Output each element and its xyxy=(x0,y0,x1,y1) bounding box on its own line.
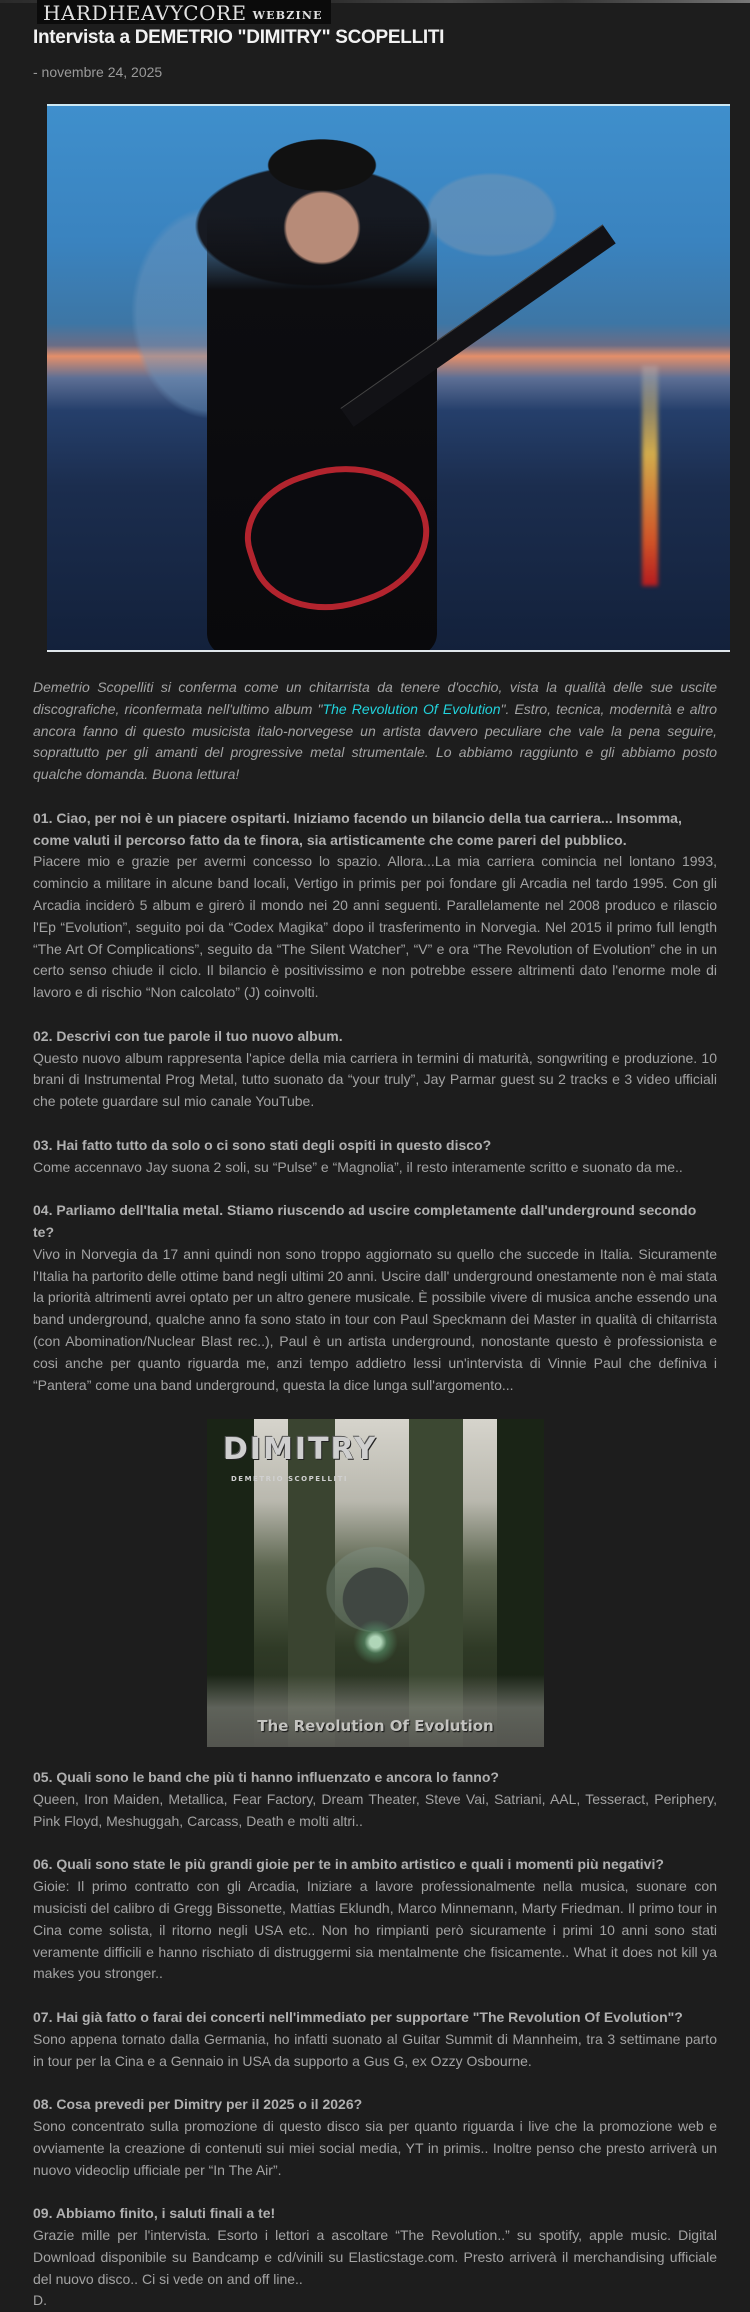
intro-paragraph xyxy=(33,677,717,786)
album-band-logo: DIMITRY xyxy=(223,1432,378,1468)
answer: Grazie mille per l'intervista. Esorto i lettori a ascoltare “The Revolution..” su spotify, apple music. Digital Download disponibile su Bandcamp e cd/vinili su Elasticstage.com. Presto arriverà il merchandising ufficiale del nuovo disco.. Ci si vede on and off line.. xyxy=(33,2227,717,2287)
question: 01. Ciao, per noi è un piacere ospitarti. Iniziamo facendo un bilancio della tua carriera... Insomma, come valuti il percorso fatto da te finora, sia artisticamente che come pareri del pubblico. xyxy=(33,809,682,848)
qa-item-07 xyxy=(33,2007,717,2072)
site-logo-sub: WEBZINE xyxy=(252,9,323,22)
question: 06. Quali sono state le più grandi gioie per te in ambito artistico e quali i momenti più negativi? xyxy=(33,1856,664,1873)
qa-item-08 xyxy=(33,2094,717,2181)
qa-item-05 xyxy=(33,1767,717,1832)
album-cover-title: The Revolution Of Evolution xyxy=(257,1717,494,1736)
answer: Questo nuovo album rappresenta l'apice della mia carriera in termini di maturità, songwriting e produzione. 10 brani di Instrumental Prog Metal, tutto suonato da “your truly”, Jay Parmar guest su 2 tracks e 3 video ufficiali che potete guardare sul mio canale YouTube. xyxy=(33,1049,717,1110)
photo-light-flare xyxy=(642,366,658,586)
question: 04. Parliamo dell'Italia metal. Stiamo riuscendo ad uscire completamente dall'underground secondo te? xyxy=(33,1202,697,1240)
qa-item-06 xyxy=(33,1854,717,1985)
artist-photo xyxy=(47,104,730,652)
album-band-subtitle: DEMETRIO SCOPELLITI xyxy=(231,1475,348,1484)
question: 03. Hai fatto tutto da solo o ci sono stati degli ospiti in questo disco? xyxy=(33,1136,492,1153)
album-cover-container xyxy=(33,1417,717,1767)
question: 05. Quali sono le band che più ti hanno influenzato e ancora lo fanno? xyxy=(33,1769,499,1786)
qa-item-04 xyxy=(33,1200,717,1396)
answer: Sono concentrato sulla promozione di questo disco sia per quanto riguarda i live che la promozione web e ovviamente la creazione di contenuti sui miei social media, YT in primis.. Inoltre penso che presto arriverà un nuovo videoclip ufficiale per “In The Air”. xyxy=(33,2118,717,2178)
site-logo[interactable] xyxy=(37,0,331,24)
qa-item-03 xyxy=(33,1135,717,1179)
answer: Come accennavo Jay suona 2 soli, su “Pulse” e “Magnolia”, il resto interamente scritto e suonato da me.. xyxy=(33,1158,683,1175)
answer: Vivo in Norvegia da 17 anni quindi non sono troppo aggiornato su quello che succede in Italia. Sicuramente l'Italia ha partorito delle ottime band negli ultimi 20 anni. Uscire dall' underground onestamente non è mai stata la priorità altrimenti avrei optato per un altro genere musicale. È possibile vivere di musica anche essendo una band underground, qualche anno fa sono stato in tour con Paul Speckmann dei Master in qualità di chitarrista (con Abomination/Nuclear Blast rec..), Paul è un artista underground, nonostante questo è professionista e cosi anche per quanto riguarda me, anzi tempo addietro lessi un'intervista di Vinnie Paul che definiva i “Pantera” come una band underground, questa la dice lunga sull'argomento... xyxy=(33,1245,717,1393)
qa-item-01 xyxy=(33,808,717,1004)
article-body xyxy=(33,677,717,2312)
question: 09. Abbiamo finito, i saluti finali a te! xyxy=(33,2205,276,2222)
answer: Sono appena tornato dalla Germania, ho infatti suonato al Guitar Summit di Mannheim, tra 3 settimane parto in tour per la Cina e a Gennaio in USA da supporto a Gus G, ex Ozzy Osbourne. xyxy=(33,2030,717,2069)
intro-text-after: ". Estro, tecnica, modernità e altro ancora fanno di questo musicista italo-norvegese un artista davvero peculiare che vale la pena seguire, soprattutto per gli amanti del progressive metal strumentale. Lo abbiamo raggiunto e gli abbiamo posto qualche domanda. Buona lettura! xyxy=(33,700,717,783)
answer: Gioie: Il primo contratto con gli Arcadia, Iniziare a lavore professionalmente nella musica, suonare con musicisti del calibro di Gregg Bissonette, Mattias Eklundh, Marco Minnemann, Marty Friedman. Il primo tour in Cina come solista, il ritorno negli USA etc.. Non ho rimpianti però sicuramente i primi 10 anni sono stati veramente difficili e hanno rischiato di distruggermi sia mentalmente che fisicamente.. What it does not kill ya makes you stronger.. xyxy=(33,1878,717,1982)
post-title: Intervista a DEMETRIO "DIMITRY" SCOPELLITI xyxy=(33,27,445,48)
signature: D. xyxy=(33,2292,47,2309)
question: 08. Cosa prevedi per Dimitry per il 2025 o il 2026? xyxy=(33,2096,363,2113)
site-logo-main: HARDHEAVYCORE xyxy=(43,1,247,25)
album-cover-image xyxy=(207,1419,544,1747)
qa-item-09 xyxy=(33,2203,717,2312)
post-date: - novembre 24, 2025 xyxy=(33,64,163,80)
question: 02. Descrivi con tue parole il tuo nuovo album. xyxy=(33,1027,343,1044)
intro-text-before: Demetrio Scopelliti si conferma come un chitarrista da tenere d'occhio, vista la qualità delle sue uscite discografiche, riconfermata nell'ultimo album " xyxy=(33,679,717,717)
qa-item-02 xyxy=(33,1026,717,1113)
question: 07. Hai già fatto o farai dei concerti nell'immediato per supportare "The Revolution Of Evolution"? xyxy=(33,2009,683,2026)
answer: Piacere mio e grazie per avermi concesso lo spazio. Allora...La mia carriera comincia nel lontano 1993, comincio a militare in alcune band locali, Vertigo in primis per poi fondare gli Arcadia nel tardo 1995. Con gli Arcadia inciderò 5 album e girerò il mondo nei 20 anni seguenti. Parallelamente nel 2008 produco e rilascio l'Ep “Evolution”, seguito poi da “Codex Magika” dopo il trasferimento in Norvegia. Nel 2015 il primo full length “The Art Of Complications”, seguito da “The Silent Watcher”, “V” e ora “The Revolution of Evolution” che in un certo senso chiude il ciclo. Il bilancio è positivissimo e non potrebbe essere altrimenti dato l'enorme mole di lavoro e di rischio “Non calcolato” (J) coinvolti. xyxy=(33,853,717,1001)
album-link[interactable]: The Revolution Of Evolution xyxy=(322,700,501,717)
answer: Queen, Iron Maiden, Metallica, Fear Factory, Dream Theater, Steve Vai, Satriani, AAL, Tesseract, Periphery, Pink Floyd, Meshuggah, Carcass, Death e molti altri.. xyxy=(33,1791,717,1829)
